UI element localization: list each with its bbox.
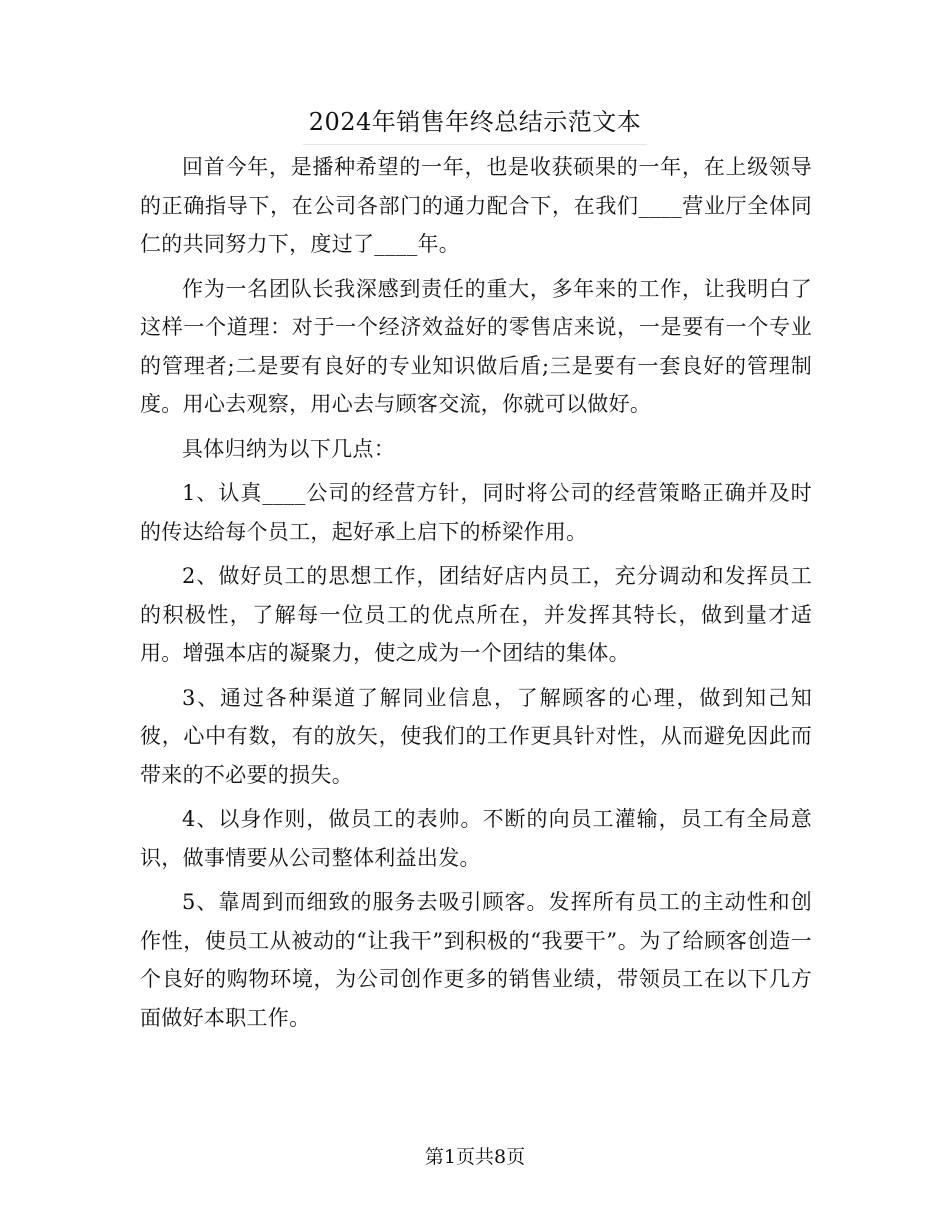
title-container xyxy=(0,104,950,145)
paragraph-point-2: 2、做好员工的思想工作，团结好店内员工，充分调动和发挥员工的积极性，了解每一位员工的优点所在，并发挥其特长，做到量才适用。增强本店的凝聚力，使之成为一个团结的集体。 xyxy=(140,564,812,665)
document-title: 2024年销售年终总结示范文本 xyxy=(303,104,648,145)
paragraph-reflection: 作为一名团队长我深感到责任的重大，多年来的工作，让我明白了这样一个道理：对于一个经济效益好的零售店来说，一是要有一个专业的管理者;二是要有良好的专业知识做后盾;三是要有一套良好的管理制度。用心去观察，用心去与顾客交流，你就可以做好。 xyxy=(140,276,812,416)
paragraph-point-5: 5、靠周到而细致的服务去吸引顾客。发挥所有员工的主动性和创作性，使员工从被动的“让我干”到积极的“我要干”。为了给顾客创造一个良好的购物环境，为公司创作更多的销售业绩，带领员工在以下几方面做好本职工作。 xyxy=(140,890,812,1030)
page-number-footer: 第1页共8页 xyxy=(424,1146,526,1168)
document-body xyxy=(140,148,812,1043)
paragraph-summary-heading: 具体归纳为以下几点： xyxy=(182,436,395,461)
paragraph-intro: 回首今年，是播种希望的一年，也是收获硕果的一年，在上级领导的正确指导下，在公司各部门的通力配合下，在我们____营业厅全体同仁的共同努力下，度过了____年。 xyxy=(140,155,812,256)
paragraph-point-3: 3、通过各种渠道了解同业信息，了解顾客的心理，做到知己知彼，心中有数，有的放矢，使我们的工作更具针对性，从而避免因此而带来的不必要的损失。 xyxy=(140,685,812,787)
paragraph-point-1: 1、认真____公司的经营方针，同时将公司的经营策略正确并及时的传达给每个员工，起好承上启下的桥梁作用。 xyxy=(140,481,812,544)
paragraph-point-4: 4、以身作则，做员工的表帅。不断的向员工灌输，员工有全局意识，做事情要从公司整体利益出发。 xyxy=(140,807,812,870)
